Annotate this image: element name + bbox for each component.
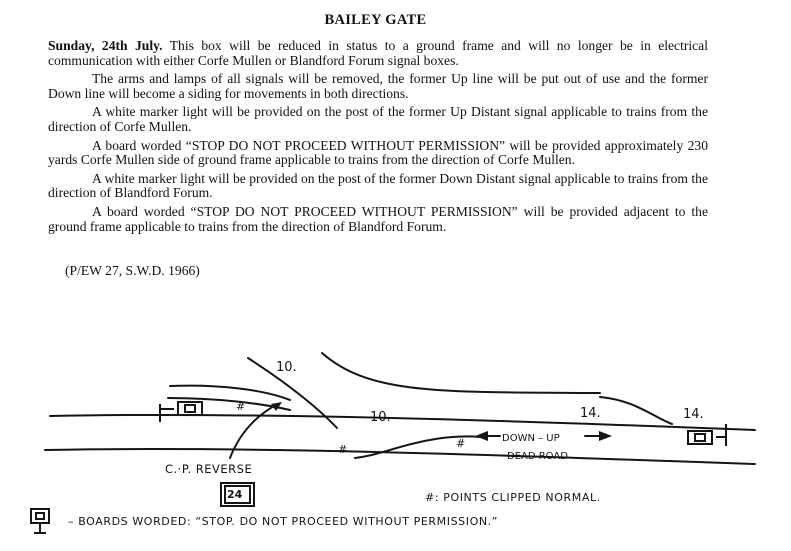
paragraph-3: A white marker light will be provided on the post of the former Up Distant signal applicable to trains from the direction of Corfe Mullen. [48, 104, 708, 134]
lead-date: Sunday, 24th July. [48, 38, 163, 53]
paragraph-2: The arms and lamps of all signals will be removed, the former Up line will be put out of use and the former Down line will become a siding for movements in both directions. [48, 71, 708, 101]
paragraph-4: A board worded “STOP DO NOT PROCEED WITHOUT PERMISSION” will be provided approximately 230 yards Corfe Mullen side of ground frame applicable to trains from the direction of Corfe Mullen. [48, 137, 708, 168]
boards-note: – BOARDS WORDED: “STOP. DO NOT PROCEED WITHOUT PERMISSION.” [68, 515, 499, 528]
track-line-upper [50, 415, 755, 430]
hash-mark-left: # [236, 400, 246, 413]
down-arrowhead [475, 431, 488, 441]
siding-upper [322, 353, 600, 393]
connection-14 [600, 397, 672, 424]
hash-mark-middle: # [338, 443, 348, 456]
reference-note: (P/EW 27, S.W.D. 1966) [65, 263, 200, 278]
down-up-label: DOWN – UP [502, 433, 560, 444]
page-title: BAILEY GATE [324, 12, 427, 28]
dead-road-label: DEAD ROAD [507, 451, 568, 462]
track-line-lower [45, 449, 755, 464]
paragraph-6: A board worded “STOP DO NOT PROCEED WITHOUT PERMISSION” will be provided adjacent to the ground frame applicable to trains from the direction of Blandford Forum. [48, 203, 708, 234]
label-14-left: 14. [580, 406, 601, 421]
up-arrowhead [599, 431, 612, 441]
paragraph-1-text: This box will be reduced in status to a ground frame and will no longer be in electrical communication with either Corfe Mullen or Blandford Forum signal boxes. [48, 38, 708, 68]
stop-board-left [160, 402, 202, 422]
clipped-note: #: POINTS CLIPPED NORMAL. [425, 491, 601, 504]
board-legend-icon [31, 509, 49, 533]
label-10-lower: 10. [370, 410, 391, 425]
label-10-upper: 10. [276, 360, 297, 375]
paragraph-5: A white marker light will be provided on the post of the former Down Distant signal applicable to trains from the direction of Blandford Forum. [48, 170, 708, 201]
frame-number: 24 [227, 488, 243, 501]
hash-mark-right: # [456, 437, 466, 450]
reverse-note: C.·P. REVERSE [165, 462, 253, 476]
label-14-right: 14. [683, 407, 704, 422]
